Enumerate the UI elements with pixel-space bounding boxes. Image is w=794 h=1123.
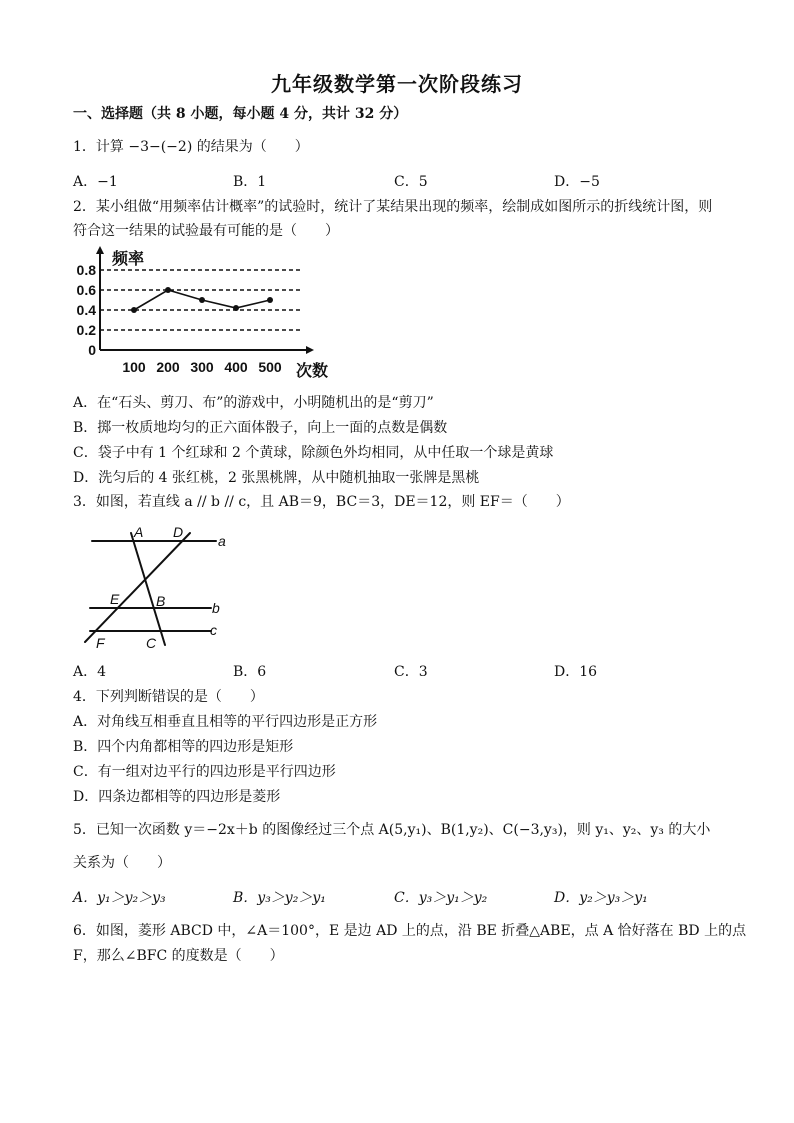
label-B: B xyxy=(156,593,166,609)
y-tick-label: 0.8 xyxy=(76,262,96,278)
page-title: 九年级数学第一次阶段练习 xyxy=(271,72,523,96)
transversal-df xyxy=(85,533,190,642)
x-tick-label: 400 xyxy=(224,359,248,375)
question-4-stem: 4．下列判断错误的是（ ） xyxy=(73,689,264,705)
x-axis-arrow xyxy=(306,346,314,354)
question-2-stem-line1: 2．某小组做“用频率估计概率”的试验时，统计了某结果出现的频率，绘制成如图所示的折线统计图，则 xyxy=(73,199,713,215)
question-3-option-b: B．6 xyxy=(233,664,267,680)
x-tick-label: 200 xyxy=(156,359,180,375)
y-tick-label: 0.4 xyxy=(76,302,96,318)
x-tick-label: 100 xyxy=(122,359,146,375)
label-b: b xyxy=(212,600,220,616)
question-1-option-b: B．1 xyxy=(233,174,267,190)
parallel-lines-figure xyxy=(78,520,238,655)
x-axis-label: 次数 xyxy=(296,363,329,378)
question-1-option-d: D．−5 xyxy=(554,174,600,190)
x-tick-label: 300 xyxy=(190,359,214,375)
question-2-option-a: A．在“石头、剪刀、布”的游戏中，小明随机出的是“剪刀” xyxy=(73,395,434,411)
question-3-option-c: C．3 xyxy=(394,664,428,680)
question-2-stem-line2: 符合这一结果的试验最有可能的是（ ） xyxy=(73,223,339,239)
frequency-line-chart xyxy=(70,244,370,378)
question-5-option-b: B．y₃＞y₂＞y₁ xyxy=(233,890,326,906)
question-6-stem-line2: F，那么∠BFC 的度数是（ ） xyxy=(73,948,284,964)
question-4-option-d: D．四条边都相等的四边形是菱形 xyxy=(73,789,281,805)
question-5-stem-line1: 5．已知一次函数 y＝−2x＋b 的图像经过三个点 A(5,y₁)、B(1,y₂)、C(−3,y₃)，则 y₁、y₂、y₃ 的大小 xyxy=(73,822,711,838)
question-2-option-d: D．洗匀后的 4 张红桃，2 张黑桃牌，从中随机抽取一张牌是黑桃 xyxy=(73,470,480,486)
data-point xyxy=(267,297,273,303)
x-tick-label: 500 xyxy=(258,359,282,375)
label-C: C xyxy=(146,635,157,651)
question-5-stem-line2: 关系为（ ） xyxy=(73,855,171,871)
label-D: D xyxy=(173,524,184,540)
section-heading: 一、选择题（共 8 小题，每小题 4 分，共计 32 分） xyxy=(73,106,408,122)
question-5-option-a: A．y₁＞y₂＞y₃ xyxy=(73,890,166,906)
data-point xyxy=(165,287,171,293)
question-2-option-c: C．袋子中有 1 个红球和 2 个黄球，除颜色外均相同，从中任取一个球是黄球 xyxy=(73,445,554,461)
question-4-option-b: B．四个内角都相等的四边形是矩形 xyxy=(73,739,294,755)
y-tick-label: 0.2 xyxy=(76,322,96,338)
question-1-option-a: A．−1 xyxy=(73,174,118,190)
question-3-stem: 3．如图，若直线 a // b // c，且 AB＝9，BC＝3，DE＝12，则 EF＝（ ） xyxy=(73,494,570,510)
label-A: A xyxy=(134,524,144,540)
question-3-option-d: D．16 xyxy=(554,664,598,680)
question-3-option-a: A．4 xyxy=(73,664,107,680)
question-5-option-c: C．y₃＞y₁＞y₂ xyxy=(394,890,488,906)
label-F: F xyxy=(96,635,105,651)
question-1-option-c: C．5 xyxy=(394,174,428,190)
data-point xyxy=(131,307,137,313)
y-axis-arrow xyxy=(96,246,104,254)
question-2-option-b: B．掷一枚质地均匀的正六面体骰子，向上一面的点数是偶数 xyxy=(73,420,448,436)
question-4-option-a: A．对角线互相垂直且相等的平行四边形是正方形 xyxy=(73,714,378,730)
y-tick-label: 0.6 xyxy=(76,282,96,298)
y-tick-label: 0 xyxy=(88,342,96,358)
question-4-option-c: C．有一组对边平行的四边形是平行四边形 xyxy=(73,764,336,780)
y-axis-label: 频率 xyxy=(112,251,145,268)
question-6-stem-line1: 6．如图，菱形 ABCD 中，∠A＝100°，E 是边 AD 上的点，沿 BE 折叠△ABE，点 A 恰好落在 BD 上的点 xyxy=(73,923,747,939)
data-point xyxy=(233,305,239,311)
label-c: c xyxy=(210,622,217,638)
question-5-option-d: D．y₂＞y₃＞y₁ xyxy=(554,890,648,906)
label-a: a xyxy=(218,533,226,549)
data-point xyxy=(199,297,205,303)
question-1-stem: 1．计算 −3−(−2) 的结果为（ ） xyxy=(73,139,309,155)
label-E: E xyxy=(110,591,120,607)
